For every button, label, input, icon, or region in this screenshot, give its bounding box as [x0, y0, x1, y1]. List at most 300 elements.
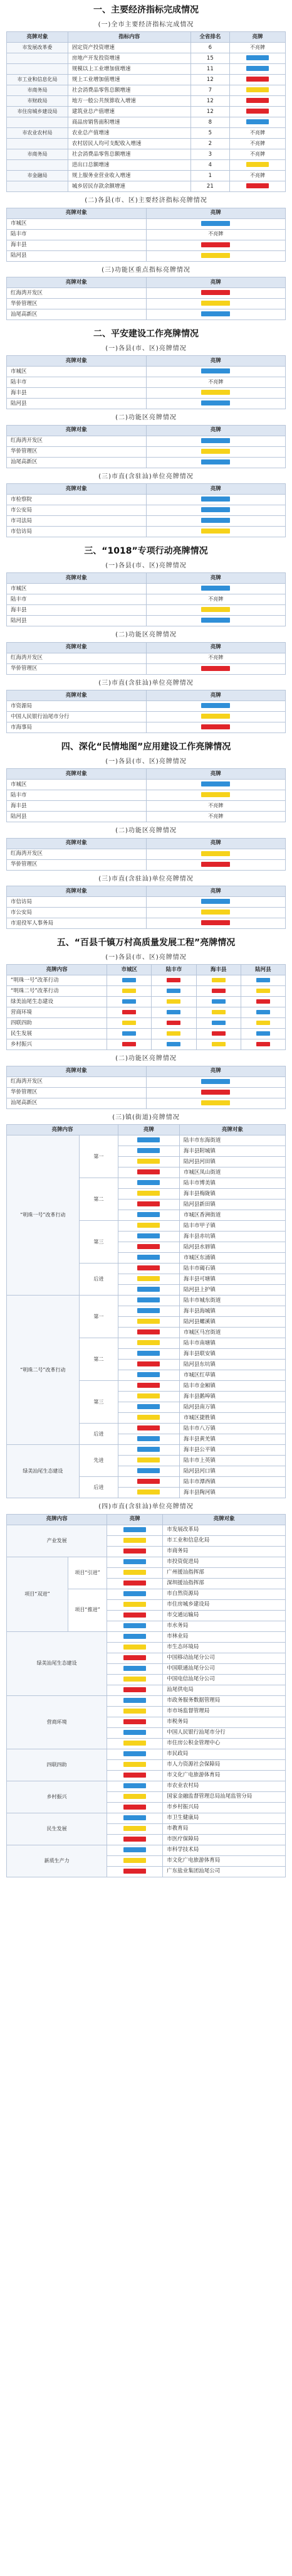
yellow-card-icon	[201, 529, 230, 534]
blue-card-icon	[123, 1847, 146, 1852]
table-subtitle: (二)功能区亮牌情况	[115, 1055, 177, 1062]
object-name: 陆河县	[7, 616, 147, 626]
blue-card-icon	[123, 1815, 146, 1820]
red-card-icon	[137, 1201, 160, 1206]
table-header-row	[7, 425, 286, 436]
object-name: 市信访局	[7, 897, 147, 908]
table-row	[7, 1098, 286, 1108]
town-name: 海丰县联安镇	[179, 1349, 285, 1360]
table-header-row	[7, 965, 286, 975]
table-header-row	[7, 573, 286, 584]
rank-level: 第二	[79, 1178, 118, 1221]
status-cell	[146, 722, 286, 733]
column-header: 亮牌	[146, 356, 286, 367]
object-name: 海丰县	[7, 240, 147, 250]
object-name: 华侨管理区	[7, 859, 147, 870]
status-cell	[146, 849, 286, 859]
yellow-card-icon	[137, 1393, 160, 1398]
status-cell	[107, 1813, 163, 1823]
column-header: 亮牌对象	[7, 642, 147, 653]
blue-card-icon	[201, 781, 230, 786]
status-cell	[229, 117, 285, 128]
object-name: 中国人民银行汕尾市分行	[7, 712, 147, 722]
blue-card-icon	[201, 221, 230, 226]
table-subtitle: (一)各县(市、区)亮牌情况	[105, 562, 187, 569]
status-cell	[107, 1018, 152, 1029]
column-header: 亮牌	[146, 484, 286, 495]
section-title: 二、平安建设工作亮牌情况	[93, 329, 199, 339]
red-card-icon	[201, 1090, 230, 1095]
town-name: 陆丰市南塘镇	[179, 1338, 285, 1349]
table-row	[7, 997, 286, 1007]
indicator-name: 规上工业增加值增速	[68, 75, 190, 85]
status-cell	[107, 1717, 163, 1727]
column-header: 亮牌对象	[7, 573, 147, 584]
status-cell	[118, 1146, 179, 1157]
status-cell	[146, 908, 286, 918]
red-card-icon	[123, 1548, 146, 1554]
table-header-row	[7, 886, 286, 897]
no-card-label: 不亮牌	[208, 231, 224, 237]
rank-level: 后进	[79, 1264, 118, 1296]
status-cell	[146, 377, 286, 388]
status-cell	[146, 457, 286, 468]
red-card-icon	[123, 1687, 146, 1692]
status-cell	[118, 1488, 179, 1498]
status-cell	[118, 1274, 179, 1285]
blue-card-icon	[122, 1031, 136, 1036]
table-subtitle: (一)各县(市、区)亮牌情况	[105, 953, 187, 961]
table-row	[7, 653, 286, 663]
blue-card-icon	[122, 999, 136, 1004]
status-cell	[107, 1674, 163, 1685]
red-card-icon	[123, 1773, 146, 1778]
table-header-row	[7, 769, 286, 780]
object-name: 市检察院	[7, 495, 147, 505]
section-title: 三、“1018”专项行动亮牌情况	[84, 546, 208, 556]
status-cell	[241, 1007, 285, 1018]
status-cell	[118, 1434, 179, 1445]
province-rank: 2	[190, 139, 229, 149]
town-name: 陆丰市八万镇	[179, 1424, 285, 1434]
column-header: 亮牌	[146, 838, 286, 849]
status-cell	[229, 171, 285, 181]
table-row	[7, 908, 286, 918]
unit-name: 市水务局	[163, 1621, 286, 1631]
status-table	[6, 1066, 286, 1109]
object-name: 红海湾开发区	[7, 849, 147, 859]
indicator-name: 社会消费品零售总额增速	[68, 149, 190, 160]
object-name: 华侨管理区	[7, 1087, 147, 1098]
yellow-card-icon	[137, 1340, 160, 1345]
indicator-name: 农村居民人均可支配收入增速	[68, 139, 190, 149]
red-card-icon	[123, 1719, 146, 1724]
yellow-card-icon	[201, 714, 230, 719]
yellow-card-icon	[201, 792, 230, 797]
province-rank: 7	[190, 85, 229, 96]
yellow-card-icon	[256, 1021, 270, 1025]
object-name: 市资源局	[7, 701, 147, 712]
object-name: 红海湾开发区	[7, 1076, 147, 1087]
status-cell	[146, 663, 286, 674]
table-row	[7, 149, 286, 160]
status-cell	[107, 1802, 163, 1813]
unit-name: 市科学技术局	[163, 1845, 286, 1855]
town-table	[6, 1124, 286, 1498]
province-rank: 5	[190, 128, 229, 139]
sub-group-name: 项目“推进”	[68, 1589, 107, 1631]
status-table	[6, 208, 286, 262]
column-header: 亮牌对象	[7, 32, 68, 43]
object-name: 海丰县	[7, 388, 147, 399]
table-row	[7, 986, 286, 997]
status-cell	[146, 859, 286, 870]
object-name: 汕尾高新区	[7, 309, 147, 320]
unit-name: 市交通运输局	[163, 1610, 286, 1621]
town-name: 陆丰市甲子镇	[179, 1221, 285, 1232]
province-rank: 6	[190, 43, 229, 53]
unit-name: 市政务服务数据管理局	[163, 1695, 286, 1706]
column-header: 亮牌对象	[7, 277, 147, 288]
object-name: 华侨管理区	[7, 446, 147, 457]
yellow-card-icon	[137, 1457, 160, 1462]
column-header: 亮牌对象	[163, 1514, 286, 1525]
status-cell	[146, 653, 286, 663]
content-name: 民生发展	[7, 1029, 107, 1039]
table-row	[7, 859, 286, 870]
table-row	[7, 712, 286, 722]
group-name: 新质生产力	[7, 1845, 107, 1877]
yellow-card-icon	[123, 1538, 146, 1543]
status-cell	[118, 1338, 179, 1349]
indicator-name: 房地产开发投资增速	[68, 53, 190, 64]
status-cell	[146, 712, 286, 722]
status-cell	[146, 229, 286, 240]
status-cell	[146, 505, 286, 516]
blue-card-icon	[201, 518, 230, 523]
yellow-card-icon	[123, 1677, 146, 1682]
object-name: 陆丰市	[7, 377, 147, 388]
status-table	[6, 277, 286, 320]
status-cell	[152, 1029, 196, 1039]
status-cell	[146, 584, 286, 594]
table-row	[7, 128, 286, 139]
status-cell	[146, 446, 286, 457]
table-row	[7, 1445, 286, 1456]
object-name: 华侨管理区	[7, 299, 147, 309]
table-subtitle: (二)功能区亮牌情况	[115, 414, 177, 421]
rank-level: 先进	[79, 1445, 118, 1477]
unit-name: 国家金融监督管理总局汕尾监管分局	[163, 1791, 286, 1802]
group-name: 产业发展	[7, 1525, 107, 1557]
table-subtitle: (一)各县(市、区)亮牌情况	[105, 345, 187, 352]
status-cell	[107, 1525, 163, 1535]
town-name: 市城区东涌镇	[179, 1253, 285, 1264]
object-name: 陆丰市	[7, 594, 147, 605]
object-name: 市海事局	[7, 722, 147, 733]
status-cell	[229, 149, 285, 160]
status-cell	[107, 1039, 152, 1050]
town-name: 陆河县河口镇	[179, 1466, 285, 1477]
no-card-label: 不亮牌	[249, 44, 265, 50]
table-row	[7, 75, 286, 85]
object-name: 红海湾开发区	[7, 653, 147, 663]
province-rank: 8	[190, 117, 229, 128]
status-cell	[107, 1546, 163, 1557]
blue-card-icon	[201, 899, 230, 904]
status-cell	[107, 1007, 152, 1018]
object-name: 海丰县	[7, 605, 147, 616]
town-name: 陆丰市博美镇	[179, 1178, 285, 1189]
yellow-card-icon	[201, 390, 230, 395]
status-cell	[229, 96, 285, 107]
status-cell	[107, 986, 152, 997]
status-cell	[107, 1834, 163, 1845]
blue-card-icon	[123, 1623, 146, 1628]
status-cell	[229, 181, 285, 192]
red-card-icon	[137, 1329, 160, 1334]
town-name: 市城区红草镇	[179, 1370, 285, 1381]
table-row	[7, 605, 286, 616]
red-card-icon	[123, 1869, 146, 1874]
rank-level: 后进	[79, 1477, 118, 1498]
object-name: 市工业和信息化局	[7, 75, 68, 85]
content-name: “明珠一号”改革行动	[7, 975, 107, 986]
town-name: 市城区捷胜镇	[179, 1413, 285, 1424]
column-header: 亮牌对象	[7, 425, 147, 436]
status-cell	[107, 1578, 163, 1589]
status-cell	[107, 1781, 163, 1791]
status-cell	[118, 1210, 179, 1221]
yellow-card-icon	[122, 1021, 136, 1025]
status-cell	[196, 1007, 241, 1018]
no-card-label: 不亮牌	[249, 172, 265, 178]
status-cell	[196, 1018, 241, 1029]
province-rank: 3	[190, 149, 229, 160]
yellow-card-icon	[123, 1762, 146, 1767]
object-name: 市发展改革委	[7, 43, 68, 53]
blue-card-icon	[201, 368, 230, 373]
content-name: 乡村振兴	[7, 1039, 107, 1050]
red-card-icon	[137, 1425, 160, 1430]
table-row	[7, 594, 286, 605]
object-name	[7, 160, 68, 171]
status-cell	[118, 1477, 179, 1488]
status-cell	[118, 1296, 179, 1306]
column-header: 亮牌对象	[7, 484, 147, 495]
yellow-card-icon	[212, 978, 226, 982]
status-table	[6, 425, 286, 468]
town-name: 陆河县水唇镇	[179, 1242, 285, 1253]
blue-card-icon	[137, 1447, 160, 1452]
no-card-label: 不亮牌	[208, 802, 224, 808]
status-cell	[118, 1253, 179, 1264]
status-cell	[118, 1189, 179, 1199]
town-name: 市城区香洲街道	[179, 1210, 285, 1221]
blue-card-icon	[137, 1233, 160, 1238]
table-row	[7, 53, 286, 64]
status-cell	[118, 1349, 179, 1360]
column-header: 亮牌对象	[7, 886, 147, 897]
status-cell	[241, 1039, 285, 1050]
table-row	[7, 812, 286, 822]
sub-group-name: 项目“引进”	[68, 1557, 107, 1589]
status-cell	[107, 1738, 163, 1749]
province-rank: 1	[190, 171, 229, 181]
table-row	[7, 288, 286, 299]
table-row	[7, 1087, 286, 1098]
section-title: 五、“百县千镇万村高质量发展工程”亮牌情况	[56, 938, 236, 948]
unit-name: 市税务局	[163, 1717, 286, 1727]
status-cell	[146, 918, 286, 929]
object-name: 红海湾开发区	[7, 436, 147, 446]
blue-card-icon	[122, 978, 136, 982]
town-name: 海丰县黄羌镇	[179, 1434, 285, 1445]
table-subtitle: (三)功能区重点指标亮牌情况	[102, 266, 190, 274]
province-rank: 21	[190, 181, 229, 192]
column-header: 亮牌内容	[7, 1514, 107, 1525]
status-cell	[152, 997, 196, 1007]
blue-card-icon	[256, 1031, 270, 1036]
status-cell	[118, 1221, 179, 1232]
town-name: 海丰县陶河镇	[179, 1488, 285, 1498]
red-card-icon	[201, 862, 230, 867]
no-card-label: 不亮牌	[208, 596, 224, 602]
unit-name: 市商务局	[163, 1546, 286, 1557]
blue-card-icon	[201, 618, 230, 623]
province-rank: 15	[190, 53, 229, 64]
status-cell	[241, 997, 285, 1007]
status-cell	[229, 53, 285, 64]
object-name	[7, 64, 68, 75]
status-cell	[229, 85, 285, 96]
table-row	[7, 43, 286, 53]
column-header: 亮牌对象	[7, 690, 147, 701]
table-row	[7, 139, 286, 149]
rank-level: 第二	[79, 1338, 118, 1381]
object-name: 陆河县	[7, 250, 147, 261]
status-cell	[146, 897, 286, 908]
blue-card-icon	[212, 999, 226, 1004]
object-name: 华侨管理区	[7, 663, 147, 674]
status-cell	[107, 975, 152, 986]
status-cell	[146, 299, 286, 309]
status-cell	[229, 75, 285, 85]
object-name: 市城区	[7, 584, 147, 594]
unit-name: 市文化广电旅游体育局	[163, 1855, 286, 1866]
province-rank: 11	[190, 64, 229, 75]
unit-name: 市自然资源局	[163, 1589, 286, 1599]
table-row	[7, 309, 286, 320]
unit-name: 市投资促进局	[163, 1557, 286, 1567]
town-name: 市城区凤山街道	[179, 1167, 285, 1178]
table-row	[7, 1007, 286, 1018]
red-card-icon	[123, 1837, 146, 1842]
red-card-icon	[246, 183, 269, 188]
status-cell	[118, 1178, 179, 1189]
town-name: 陆丰市金厢镇	[179, 1381, 285, 1392]
blue-card-icon	[137, 1372, 160, 1377]
unit-name: 广州援汕指挥部	[163, 1567, 286, 1578]
blue-card-icon	[137, 1287, 160, 1292]
object-name: 市公安局	[7, 505, 147, 516]
table-row	[7, 975, 286, 986]
group-name: 民生发展	[7, 1813, 107, 1845]
status-cell	[146, 495, 286, 505]
red-card-icon	[212, 1031, 226, 1036]
status-cell	[146, 1087, 286, 1098]
object-name: 红海湾开发区	[7, 288, 147, 299]
red-card-icon	[137, 1361, 160, 1366]
object-name: 汕尾高新区	[7, 1098, 147, 1108]
indicator-name: 社会消费品零售总额增速	[68, 85, 190, 96]
column-header: 指标内容	[68, 32, 190, 43]
status-cell	[107, 1642, 163, 1653]
column-header: 亮牌对象	[7, 356, 147, 367]
status-cell	[107, 1706, 163, 1717]
column-header: 陆河县	[241, 965, 285, 975]
rank-level: 后进	[79, 1424, 118, 1445]
red-card-icon	[122, 1010, 136, 1014]
blue-card-icon	[201, 311, 230, 316]
status-cell	[146, 605, 286, 616]
indicator-name: 商品房销售面积增速	[68, 117, 190, 128]
status-cell	[152, 1039, 196, 1050]
town-name: 海丰县鹅埠镇	[179, 1392, 285, 1402]
yellow-card-icon	[137, 1489, 160, 1495]
table-row	[7, 505, 286, 516]
status-cell	[107, 1663, 163, 1674]
province-rank: 12	[190, 107, 229, 117]
content-name: 营商环境	[7, 1007, 107, 1018]
status-cell	[107, 1695, 163, 1706]
table-row	[7, 849, 286, 859]
status-table	[6, 572, 286, 626]
town-name: 陆河县上护镇	[179, 1285, 285, 1296]
table-row	[7, 1525, 286, 1535]
status-cell	[152, 1007, 196, 1018]
red-card-icon	[123, 1613, 146, 1618]
object-name: 市司法局	[7, 516, 147, 527]
table-row	[7, 516, 286, 527]
blue-card-icon	[212, 1021, 226, 1025]
blue-card-icon	[137, 1137, 160, 1142]
town-name: 陆河县螺溪镇	[179, 1317, 285, 1328]
indicator-table	[6, 31, 286, 192]
table-row	[7, 299, 286, 309]
unit-name: 市农业农村局	[163, 1781, 286, 1791]
table-row	[7, 663, 286, 674]
table-row	[7, 1018, 286, 1029]
blue-card-icon	[123, 1698, 146, 1703]
status-cell	[107, 1770, 163, 1781]
table-row	[7, 616, 286, 626]
blue-card-icon	[123, 1783, 146, 1788]
rank-level: 第三	[79, 1381, 118, 1424]
status-cell	[146, 218, 286, 229]
status-cell	[118, 1306, 179, 1317]
column-header: 亮牌对象	[7, 838, 147, 849]
object-name: 市住房城乡建设局	[7, 107, 68, 117]
red-card-icon	[167, 1021, 180, 1025]
table-row	[7, 377, 286, 388]
red-card-icon	[122, 1042, 136, 1046]
indicator-name: 地方一般公共预算收入增速	[68, 96, 190, 107]
status-cell	[146, 812, 286, 822]
blue-card-icon	[167, 1010, 180, 1014]
town-name: 海丰县公平镇	[179, 1445, 285, 1456]
red-card-icon	[123, 1580, 146, 1586]
